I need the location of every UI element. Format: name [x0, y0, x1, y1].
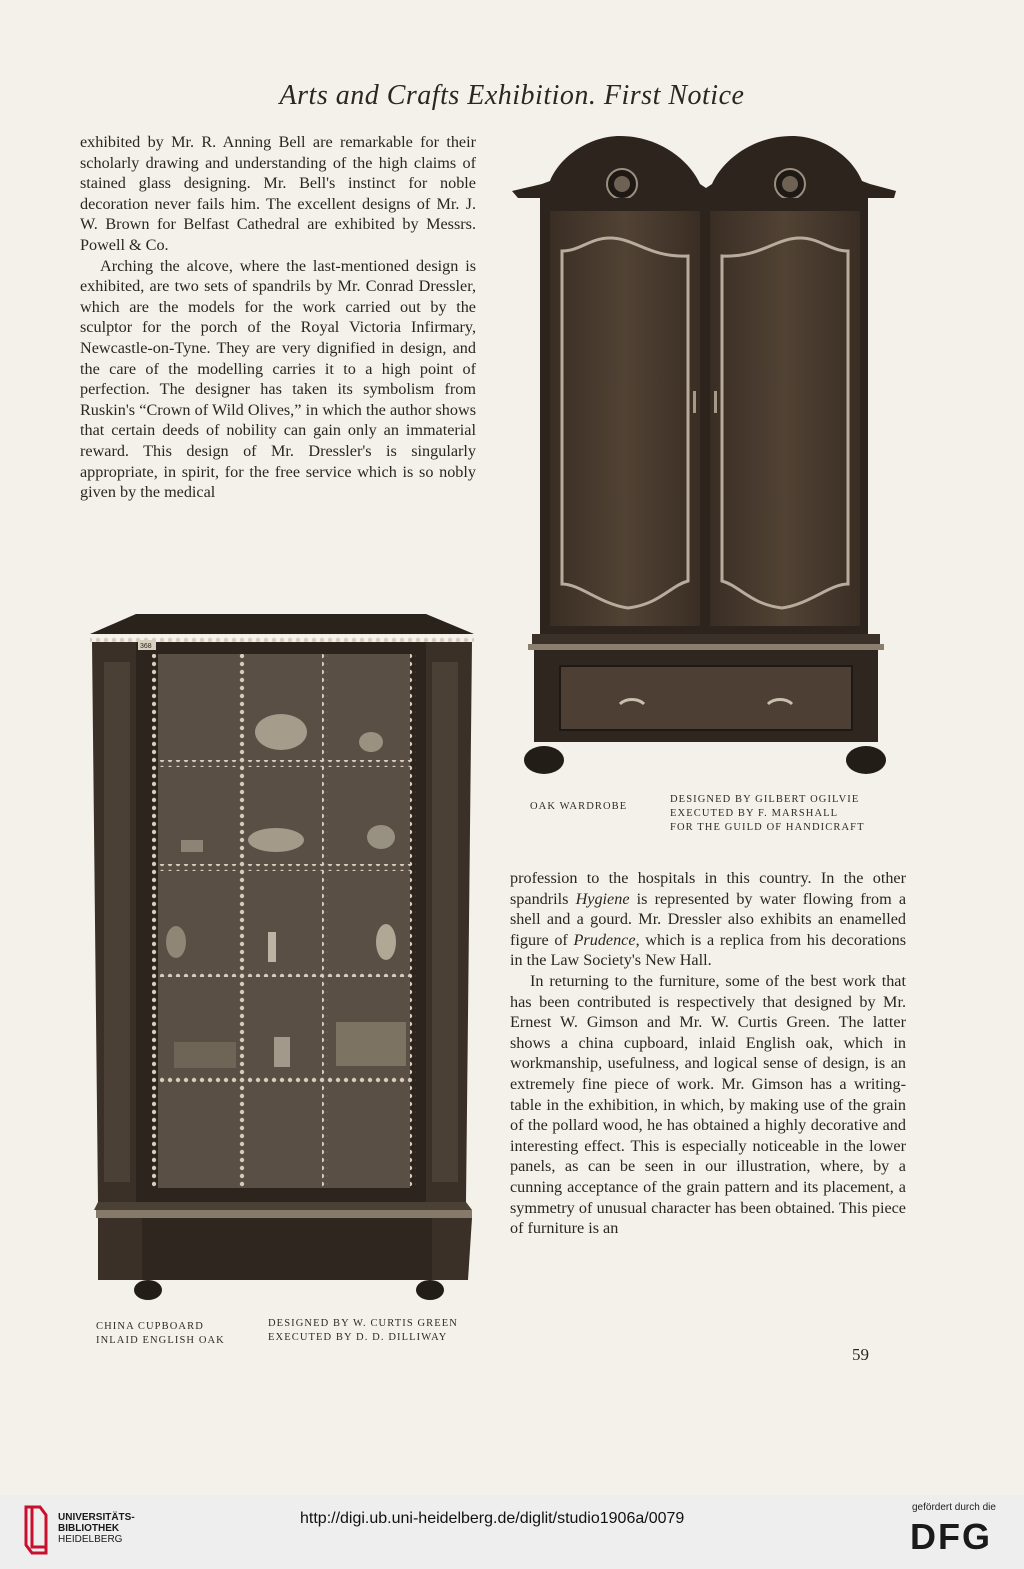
dfg-logo: DFG	[910, 1516, 992, 1557]
footer-bar	[0, 1495, 1024, 1569]
wardrobe-right-door	[710, 211, 860, 626]
right-paragraph-1: profession to the hospitals in this country. In the other spandrils Hygiene is represented by water flowing from a shell and a gourd. Mr. Dressler also exhibits an enamelled figure of Prudence, which is a replica from his decorations in the Law Society's New Hall.	[510, 869, 907, 970]
cupboard-glazing-bar-1	[239, 654, 245, 1188]
page-number: 59	[852, 1345, 869, 1364]
left-paragraph-2: Arching the alcove, where the last-mentioned design is exhibited, are two sets of spandrils by Mr. Conrad Dressler, which are the models for the work carried out by the sculptor for the porch of the Royal Victoria Infirmary, Newcastle-on-Tyne. They are very dignified in design, and the care of the modelling carries it to a high point of perfection. The designer has taken its symbolism from Ruskin's “Crown of Wild Olives,” in which the author shows that certain deeds of nobility can gain only an immaterial reward. This design of Mr. Dressler's is singularly appropriate, in spirit, for the free service which is so nobly given by the medical	[80, 256, 476, 502]
wardrobe-right-handle	[714, 391, 717, 413]
cupboard-illustration	[86, 612, 478, 1304]
cupboard-shelf-4	[158, 1076, 410, 1083]
right-paragraph-2: In returning to the furniture, some of the best work that has been contributed is respectively that designed by Mr. Ernest W. Gimson and Mr. W. Curtis Green. The latter shows a china cupboard, inlaid English oak, which in workmanship, usefulness, and logical sense of design, is an extremely fine piece of work. Mr. Gimson has a writing-table in the exhibition, in which, by making use of the grain of the pollard wood, he has obtained a highly decorative and interesting effect. This is especially noticeable in the lower panels, as can be seen in our illustration, where, by a cunning acceptance of the grain pattern and its placement, a symmetry of unusual character has been obtained. This piece of furniture is an	[510, 971, 906, 1238]
cupboard-foot-right	[416, 1280, 444, 1300]
right-text-column	[510, 868, 906, 1239]
italic-prudence: Prudence	[573, 930, 636, 949]
cupboard-caption-designer: DESIGNED BY W. CURTIS GREEN	[268, 1318, 458, 1329]
cupboard-silver-casket	[336, 1022, 406, 1066]
cupboard-silver-bowl	[248, 828, 304, 852]
cupboard-drawing	[86, 612, 478, 1304]
wardrobe-left-handle	[693, 391, 696, 413]
wardrobe-left-door	[550, 211, 700, 626]
cupboard-caption-title: CHINA CUPBOARD	[96, 1321, 204, 1332]
wardrobe-caption-designer: DESIGNED BY GILBERT OGILVIE	[670, 794, 860, 805]
funder-label: gefördert durch die	[912, 1502, 996, 1513]
cupboard-candlestick	[268, 932, 276, 962]
cupboard-caption-material: INLAID ENGLISH OAK	[96, 1335, 225, 1346]
wardrobe-drawing	[510, 126, 902, 778]
university-logo-icon	[22, 1503, 50, 1559]
left-paragraph-1: exhibited by Mr. R. Anning Bell are remarkable for their scholarly drawing and understanding of the high claims of stained glass designing. Mr. Bell's instinct for noble decoration never fails him. The excellent designs of Mr. J. W. Brown for Belfast Cathedral are exhibited by Messrs. Powell & Co.	[80, 133, 476, 254]
wardrobe-foot-right	[846, 746, 886, 774]
wardrobe-caption-title: OAK WARDROBE	[530, 801, 628, 812]
cupboard-glazing-bar-2	[322, 654, 328, 1188]
source-url-link[interactable]: http://digi.ub.uni-heidelberg.de/diglit/studio1906a/0079	[300, 1510, 685, 1527]
cupboard-plinth	[142, 1218, 432, 1280]
wardrobe-drawer	[560, 666, 852, 730]
cupboard-shelf-1	[158, 760, 410, 767]
wardrobe-foot-left	[524, 746, 564, 774]
cupboard-foot-left	[134, 1280, 162, 1300]
wardrobe-caption-maker: EXECUTED BY F. MARSHALL	[670, 808, 839, 819]
cupboard-silver-tureen	[255, 714, 307, 750]
wardrobe-illustration	[510, 126, 902, 778]
cupboard-plate-number: 368	[140, 643, 152, 650]
left-text-column	[80, 132, 476, 503]
wardrobe-caption-guild: FOR THE GUILD OF HANDICRAFT	[670, 822, 865, 833]
running-head: Arts and Crafts Exhibition. First Notice	[279, 80, 745, 111]
library-name: UNIVERSITÄTS- BIBLIOTHEK HEIDELBERG	[58, 1512, 135, 1545]
wardrobe-bonnet	[512, 136, 896, 198]
cupboard-shelf-2	[158, 864, 410, 871]
cupboard-shelf-3	[158, 970, 410, 977]
cupboard-caption-maker: EXECUTED BY D. D. DILLIWAY	[268, 1332, 448, 1343]
italic-hygiene: Hygiene	[575, 889, 630, 908]
cupboard-cornice	[90, 614, 474, 634]
